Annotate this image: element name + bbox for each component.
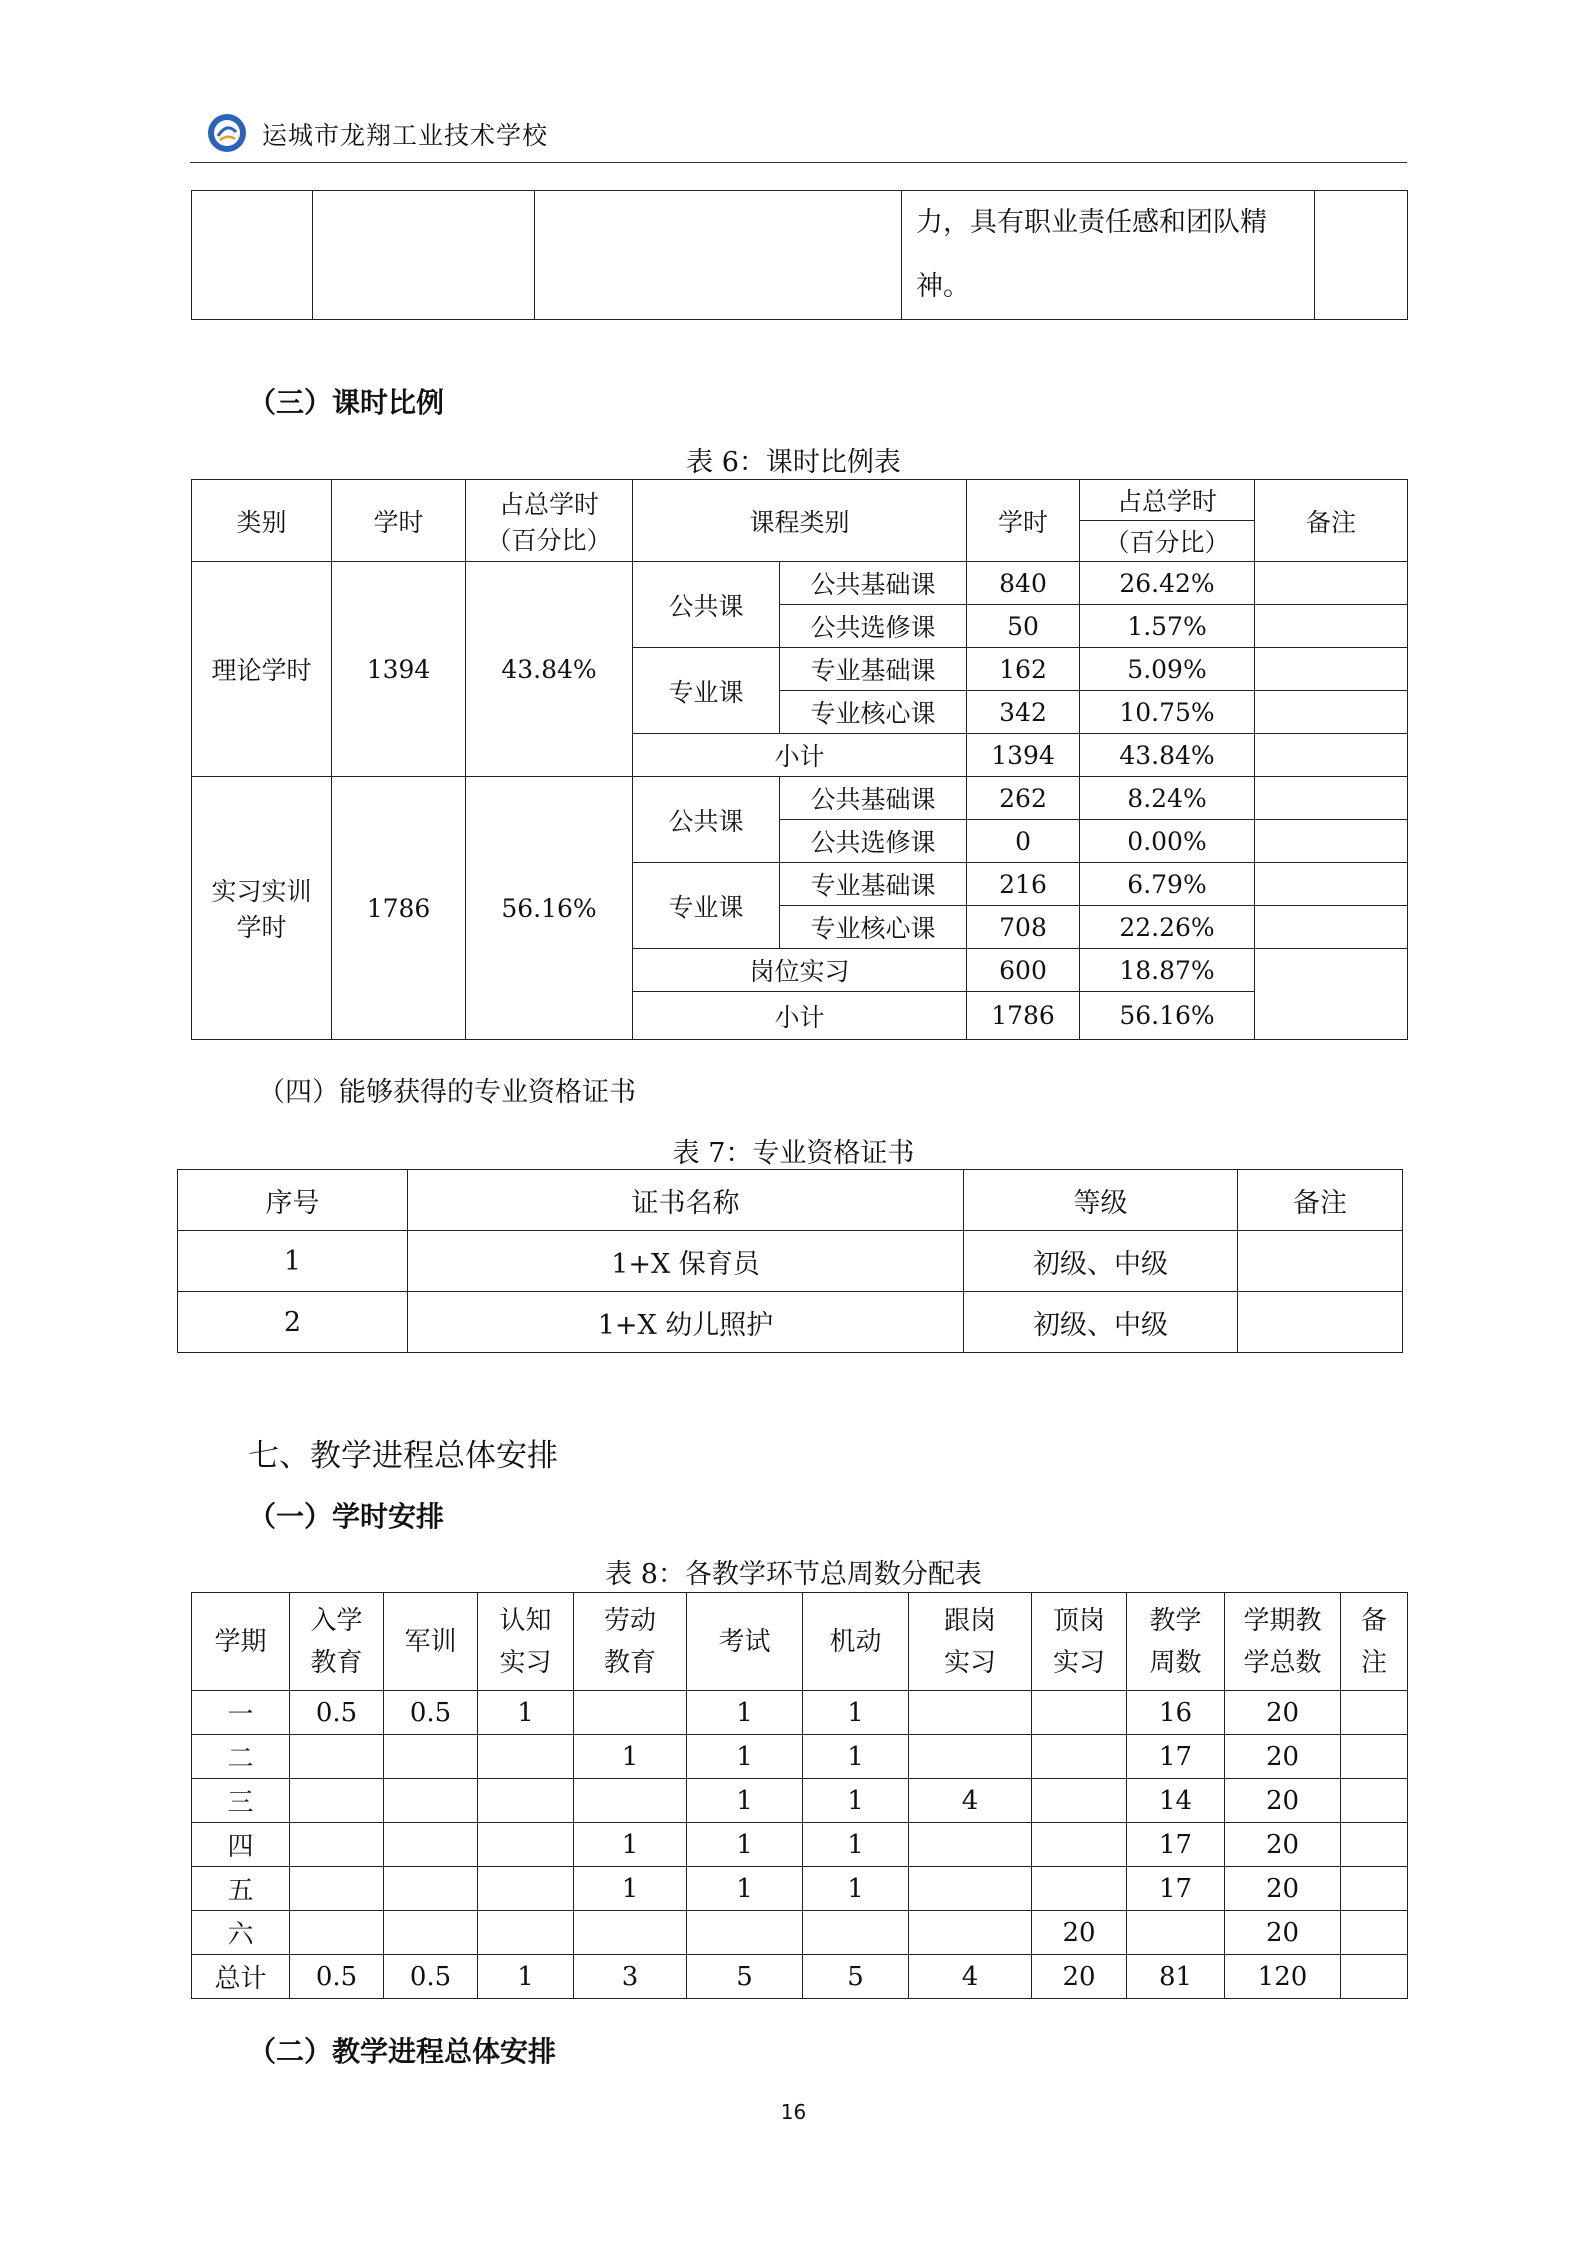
table-cell xyxy=(192,191,313,320)
course-sub: 专业基础课 xyxy=(780,863,967,906)
table-cell xyxy=(909,1823,1032,1867)
table-cell xyxy=(384,1823,478,1867)
group-name: 实习实训 学时 xyxy=(192,777,332,1040)
table-cell: 0.5 xyxy=(290,1691,384,1735)
header-school-name: 运城市龙翔工业技术学校 xyxy=(262,121,549,150)
course-sub: 专业基础课 xyxy=(780,648,967,691)
section-heading-7-1: （一）学时安排 xyxy=(248,1500,445,1533)
header-divider xyxy=(190,162,1407,163)
table-cell xyxy=(313,191,535,320)
table-cell: 16 xyxy=(1127,1691,1225,1735)
subtotal-pct: 43.84% xyxy=(1080,734,1255,777)
course-pct: 8.24% xyxy=(1080,777,1255,820)
table-cell: 六 xyxy=(192,1911,290,1955)
group-pct: 56.16% xyxy=(466,777,633,1040)
table-row xyxy=(192,1691,1408,1735)
continued-table xyxy=(191,190,1408,320)
table-cell: 1 xyxy=(574,1867,687,1911)
table-cell: 1 xyxy=(687,1823,803,1867)
course-sub: 公共选修课 xyxy=(780,605,967,648)
table-cell xyxy=(1032,1823,1127,1867)
group-hours: 1786 xyxy=(332,777,466,1040)
course-sub: 公共基础课 xyxy=(780,777,967,820)
table-cell: 1 xyxy=(478,1955,574,1999)
course-type: 公共课 xyxy=(633,562,780,648)
table-cell xyxy=(535,191,902,320)
table-cell: 1 xyxy=(687,1735,803,1779)
table-cell: 三 xyxy=(192,1779,290,1823)
table-cell xyxy=(1255,777,1408,820)
table-cell: 一 xyxy=(192,1691,290,1735)
weeks-table-body xyxy=(192,1691,1408,1999)
table-cell xyxy=(1255,691,1408,734)
table-cell xyxy=(478,1911,574,1955)
header-pct2-bottom: （百分比） xyxy=(1080,521,1255,562)
table-cell: 总计 xyxy=(192,1955,290,1999)
header-category: 类别 xyxy=(192,480,332,562)
table-cell xyxy=(290,1735,384,1779)
course-pct: 26.42% xyxy=(1080,562,1255,605)
table-7-caption: 表 7：专业资格证书 xyxy=(672,1138,915,1169)
class-hours-ratio-table xyxy=(191,479,1408,1040)
table-cell xyxy=(1255,734,1408,777)
table-cell xyxy=(478,1779,574,1823)
course-hours: 840 xyxy=(967,562,1080,605)
course-hours: 50 xyxy=(967,605,1080,648)
subtotal-label: 小计 xyxy=(633,734,967,777)
group-pct: 43.84% xyxy=(466,562,633,777)
table-cell xyxy=(1255,648,1408,691)
course-sub: 公共选修课 xyxy=(780,820,967,863)
table-cell: 17 xyxy=(1127,1823,1225,1867)
table-cell: 20 xyxy=(1225,1735,1341,1779)
course-pct: 5.09% xyxy=(1080,648,1255,691)
section-heading-4: （四）能够获得的专业资格证书 xyxy=(258,1077,636,1108)
table-cell: 17 xyxy=(1127,1867,1225,1911)
table-cell: 四 xyxy=(192,1823,290,1867)
table-cell xyxy=(1341,1955,1408,1999)
table-cell: 4 xyxy=(909,1779,1032,1823)
table-cell xyxy=(1238,1231,1403,1292)
header-entry: 入学 教育 xyxy=(290,1593,384,1691)
cert-name: 1+X 幼儿照护 xyxy=(408,1292,964,1353)
header-pct: 占总学时 （百分比） xyxy=(466,480,633,562)
course-hours: 216 xyxy=(967,863,1080,906)
course-sub: 公共基础课 xyxy=(780,562,967,605)
table-row xyxy=(192,1735,1408,1779)
course-pct: 6.79% xyxy=(1080,863,1255,906)
table-cell xyxy=(909,1911,1032,1955)
header-teach-weeks: 教学 周数 xyxy=(1127,1593,1225,1691)
course-hours: 0 xyxy=(967,820,1080,863)
course-hours: 262 xyxy=(967,777,1080,820)
table-cell xyxy=(1315,191,1408,320)
table-cell xyxy=(909,1735,1032,1779)
cert-name: 1+X 保育员 xyxy=(408,1231,964,1292)
table-cell: 3 xyxy=(574,1955,687,1999)
table-cell: 4 xyxy=(909,1955,1032,1999)
table-cell xyxy=(574,1911,687,1955)
certificates-table xyxy=(177,1169,1403,1353)
table-cell xyxy=(909,1691,1032,1735)
table-cell xyxy=(1255,863,1408,906)
table-cell: 0.5 xyxy=(384,1955,478,1999)
table-cell xyxy=(1341,1823,1408,1867)
table-cell xyxy=(687,1911,803,1955)
cert-level: 初级、中级 xyxy=(964,1292,1238,1353)
course-pct: 10.75% xyxy=(1080,691,1255,734)
table-cell xyxy=(1032,1691,1127,1735)
header-cognitive: 认知 实习 xyxy=(478,1593,574,1691)
table-cell xyxy=(384,1867,478,1911)
course-hours: 342 xyxy=(967,691,1080,734)
header-note: 备 注 xyxy=(1341,1593,1408,1691)
table-row xyxy=(192,1955,1408,1999)
header-total-weeks: 学期教 学总数 xyxy=(1225,1593,1341,1691)
internship-pct: 18.87% xyxy=(1080,949,1255,992)
table-cell xyxy=(574,1691,687,1735)
chapter-heading-7: 七、教学进程总体安排 xyxy=(248,1438,558,1474)
table-cell: 20 xyxy=(1225,1779,1341,1823)
table-row xyxy=(192,1823,1408,1867)
table-cell: 20 xyxy=(1032,1955,1127,1999)
course-hours: 162 xyxy=(967,648,1080,691)
table-cell: 17 xyxy=(1127,1735,1225,1779)
section-heading-3: （三）课时比例 xyxy=(248,386,445,419)
table-cell: 81 xyxy=(1127,1955,1225,1999)
table-cell: 20 xyxy=(1225,1691,1341,1735)
table-cell xyxy=(1255,605,1408,648)
table-cell: 1 xyxy=(687,1867,803,1911)
internship-label: 岗位实习 xyxy=(633,949,967,992)
subtotal-hours: 1394 xyxy=(967,734,1080,777)
table-cell xyxy=(1032,1867,1127,1911)
table-cell: 1 xyxy=(687,1779,803,1823)
table-cell xyxy=(478,1823,574,1867)
table-cell: 20 xyxy=(1032,1911,1127,1955)
table-cell xyxy=(384,1779,478,1823)
header-hours2: 学时 xyxy=(967,480,1080,562)
course-pct: 1.57% xyxy=(1080,605,1255,648)
header-level: 等级 xyxy=(964,1170,1238,1231)
header-no: 序号 xyxy=(178,1170,408,1231)
table-cell xyxy=(1341,1691,1408,1735)
table-cell: 1 xyxy=(478,1691,574,1735)
table-cell: 20 xyxy=(1225,1823,1341,1867)
header-top: 顶岗 实习 xyxy=(1032,1593,1127,1691)
internship-hours: 600 xyxy=(967,949,1080,992)
table-cell: 1 xyxy=(574,1735,687,1779)
table-cell xyxy=(290,1779,384,1823)
table-cell xyxy=(1341,1779,1408,1823)
subtotal-pct: 56.16% xyxy=(1080,992,1255,1040)
table-cell xyxy=(290,1823,384,1867)
page-number: 16 xyxy=(780,2100,807,2124)
header-flex: 机动 xyxy=(803,1593,909,1691)
course-pct: 22.26% xyxy=(1080,906,1255,949)
header-course-type: 课程类别 xyxy=(633,480,967,562)
table-cell: 0.5 xyxy=(384,1691,478,1735)
table-cell xyxy=(1341,1911,1408,1955)
school-logo-icon xyxy=(206,112,248,154)
subtotal-hours: 1786 xyxy=(967,992,1080,1040)
table-cell xyxy=(1255,562,1408,605)
group-name: 理论学时 xyxy=(192,562,332,777)
subtotal-label: 小计 xyxy=(633,992,967,1040)
table-cell: 1 xyxy=(803,1735,909,1779)
table-cell: 1 xyxy=(803,1823,909,1867)
section-heading-7-2: （二）教学进程总体安排 xyxy=(248,2035,557,2068)
header-cert-name: 证书名称 xyxy=(408,1170,964,1231)
cert-no: 1 xyxy=(178,1231,408,1292)
table-cell: 二 xyxy=(192,1735,290,1779)
table-cell: 0.5 xyxy=(290,1955,384,1999)
header-pct2-top: 占总学时 xyxy=(1080,480,1255,521)
course-type: 公共课 xyxy=(633,777,780,863)
table-cell: 力，具有职业责任感和团队精 神。 xyxy=(902,191,1315,320)
table-cell xyxy=(574,1779,687,1823)
table-cell xyxy=(909,1867,1032,1911)
table-cell: 5 xyxy=(687,1955,803,1999)
weeks-allocation-table xyxy=(191,1592,1408,1999)
group-hours: 1394 xyxy=(332,562,466,777)
table-cell xyxy=(1341,1867,1408,1911)
table-cell xyxy=(478,1867,574,1911)
table-cell xyxy=(478,1735,574,1779)
cert-no: 2 xyxy=(178,1292,408,1353)
table-cell xyxy=(1255,906,1408,949)
table-cell: 14 xyxy=(1127,1779,1225,1823)
header-exam: 考试 xyxy=(687,1593,803,1691)
course-pct: 0.00% xyxy=(1080,820,1255,863)
table-cell xyxy=(1255,820,1408,863)
table-cell: 20 xyxy=(1225,1911,1341,1955)
table-cell: 1 xyxy=(574,1823,687,1867)
table-8-caption: 表 8：各教学环节总周数分配表 xyxy=(605,1559,982,1590)
header-labor: 劳动 教育 xyxy=(574,1593,687,1691)
header-hours: 学时 xyxy=(332,480,466,562)
table-cell: 1 xyxy=(803,1691,909,1735)
table-cell xyxy=(1341,1735,1408,1779)
header-note: 备注 xyxy=(1238,1170,1403,1231)
table-cell xyxy=(1238,1292,1403,1353)
cert-level: 初级、中级 xyxy=(964,1231,1238,1292)
header-military: 军训 xyxy=(384,1593,478,1691)
table-row xyxy=(192,1867,1408,1911)
table-cell xyxy=(1032,1735,1127,1779)
table-cell xyxy=(1032,1779,1127,1823)
table-6-caption: 表 6：课时比例表 xyxy=(686,447,901,478)
course-sub: 专业核心课 xyxy=(780,906,967,949)
table-cell: 5 xyxy=(803,1955,909,1999)
header-note: 备注 xyxy=(1255,480,1408,562)
table-cell xyxy=(290,1911,384,1955)
table-cell xyxy=(384,1911,478,1955)
table-cell xyxy=(803,1911,909,1955)
course-type: 专业课 xyxy=(633,648,780,734)
header-follow: 跟岗 实习 xyxy=(909,1593,1032,1691)
table-cell: 五 xyxy=(192,1867,290,1911)
table-cell xyxy=(290,1867,384,1911)
table-cell xyxy=(1127,1911,1225,1955)
table-cell: 1 xyxy=(803,1867,909,1911)
table-row xyxy=(192,1911,1408,1955)
table-cell xyxy=(384,1735,478,1779)
course-hours: 708 xyxy=(967,906,1080,949)
table-row xyxy=(192,1779,1408,1823)
course-type: 专业课 xyxy=(633,863,780,949)
table-cell: 1 xyxy=(803,1779,909,1823)
course-sub: 专业核心课 xyxy=(780,691,967,734)
table-cell: 1 xyxy=(687,1691,803,1735)
table-cell: 120 xyxy=(1225,1955,1341,1999)
header-term: 学期 xyxy=(192,1593,290,1691)
table-cell xyxy=(1255,949,1408,1040)
table-cell: 20 xyxy=(1225,1867,1341,1911)
